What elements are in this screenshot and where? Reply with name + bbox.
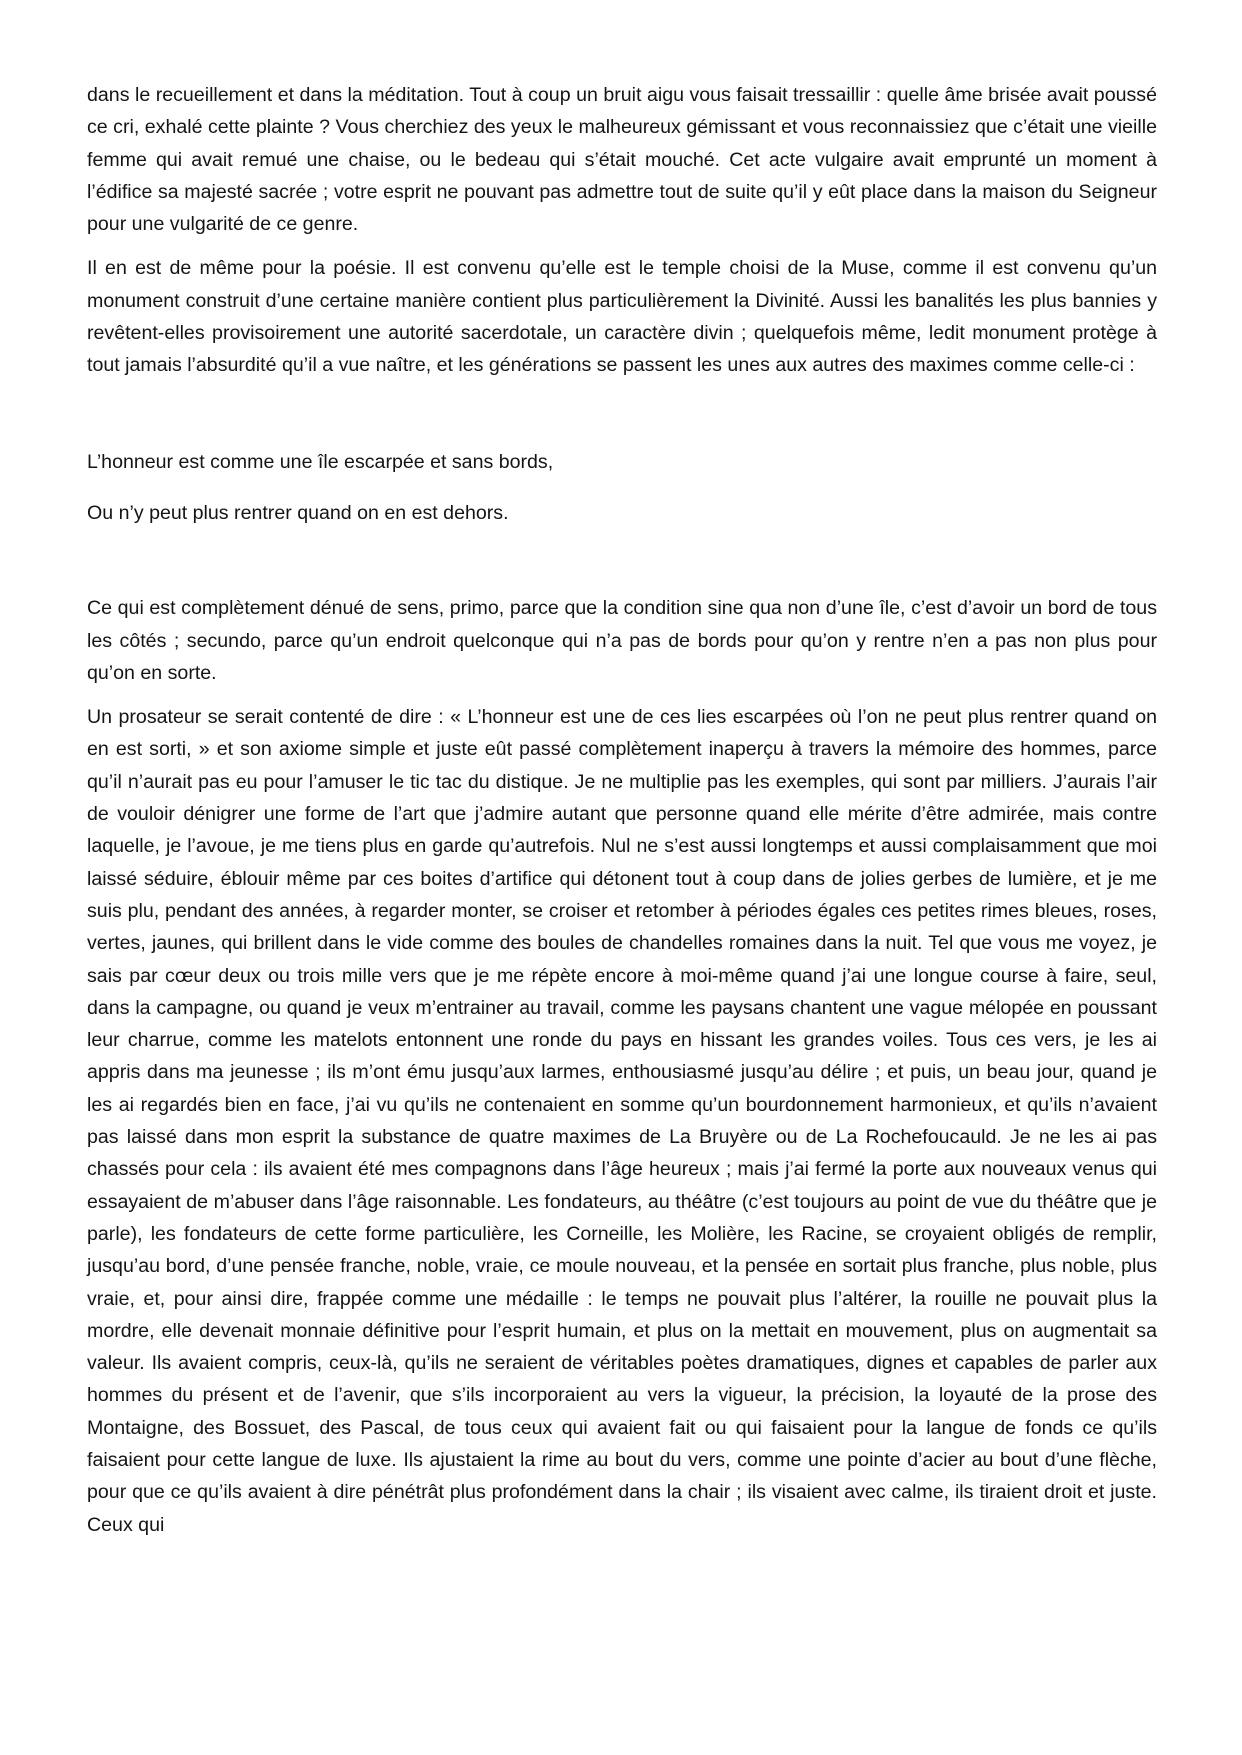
- verse-line-2: Ou n’y peut plus rentrer quand on en est dehors.: [87, 501, 509, 524]
- verse-line-1: L’honneur est comme une île escarpée et sans bords,: [87, 450, 554, 473]
- spacer: [87, 394, 1157, 446]
- paragraph-church-anecdote: dans le recueillement et dans la méditation. Tout à coup un bruit aigu vous faisait tressaillir : quelle âme brisée avait poussé ce cri, exhalé cette plainte ? Vous cherchiez des yeux le malheureux gémissant et vous reconnaissiez que c’était une vieille femme qui avait remué une chaise, ou le bedeau qui s’était mouché. Cet acte vulgaire avait emprunté un moment à l’édifice sa majesté sacrée ; votre esprit ne pouvant pas admettre tout de suite qu’il y eût place dans la maison du Seigneur pour une vulgarité de ce genre.: [87, 84, 1157, 236]
- spacer: [87, 478, 1157, 497]
- document-page: [87, 79, 1157, 1553]
- paragraph-poetry-temple: Il en est de même pour la poésie. Il est convenu qu’elle est le temple choisi de la Muse, comme il est convenu qu’un monument construit d’une certaine manière contient plus particulièrement la Divinité. Aussi les banalités les plus bannies y revêtent-elles provisoirement une autorité sacerdotale, un caractère divin ; quelquefois même, ledit monument protège à tout jamais l’absurdité qu’il a vue naître, et les générations se passent les unes aux autres des maximes comme celle-ci :: [87, 257, 1157, 377]
- verse-quote: [87, 446, 1157, 530]
- spacer: [87, 529, 1157, 592]
- paragraph-prose-writer: Un prosateur se serait contenté de dire : « L’honneur est une de ces lies escarpées où l’on ne peut plus rentrer quand on en est sorti, » et son axiome simple et juste eût passé complètement inaperçu à travers la mémoire des hommes, parce qu’il n’aurait pas eu pour l’amuser le tic tac du distique. Je ne multiplie pas les exemples, qui sont par milliers. J’aurais l’air de vouloir dénigrer une forme de l’art que j’admire autant que personne quand elle mérite d’être admirée, mais contre laquelle, je l’avoue, je me tiens plus en garde qu’autrefois. Nul ne s’est aussi longtemps et aussi complaisamment que moi laissé séduire, éblouir même par ces boites d’artifice qui détonent tout à coup dans de jolies gerbes de lumière, et je me suis plu, pendant des années, à regarder monter, se croiser et retomber à périodes égales ces petites rimes bleues, roses, vertes, jaunes, qui brillent dans le vide comme des boules de chandelles romaines dans la nuit. Tel que vous me voyez, je sais par cœur deux ou trois mille vers que je me répète encore à moi-même quand j’ai une longue course à faire, seul, dans la campagne, ou quand je veux m’entrainer au travail, comme les paysans chantent une vague mélopée en poussant leur charrue, comme les matelots entonnent une ronde du pays en hissant les grandes voiles. Tous ces vers, je les ai appris dans ma jeunesse ; ils m’ont ému jusqu’aux larmes, enthousiasmé jusqu’au délire ; et puis, un beau jour, quand je les ai regardés bien en face, j’ai vu qu’ils ne contenaient en somme qu’un bourdonnement harmonieux, et qu’ils n’avaient pas laissé dans mon esprit la substance de quatre maximes de La Bruyère ou de La Rochefoucauld. Je ne les ai pas chassés pour cela : ils avaient été mes compagnons dans l’âge heureux ; mais j’ai fermé la porte aux nouveaux venus qui essayaient de m’abuser dans l’âge raisonnable. Les fondateurs, au théâtre (c’est toujours au point de vue du théâtre que je parle), les fondateurs de cette forme particulière, les Corneille, les Molière, les Racine, se croyaient obligés de remplir, jusqu’au bord, d’une pensée franche, noble, vraie, ce moule nouveau, et la pensée en sortait plus franche, plus noble, plus vraie, et, pour ainsi dire, frappée comme une médaille : le temps ne pouvait plus l’altérer, la rouille ne pouvait plus la mordre, elle devenait monnaie définitive pour l’esprit humain, et plus on la mettait en mouvement, plus on augmentait sa valeur. Ils avaient compris, ceux-là, qu’ils ne seraient de véritables poètes dramatiques, dignes et capables de parler aux hommes du présent et de l’avenir, que s’ils incorporaient au vers la vigueur, la précision, la loyauté de la prose des Montaigne, des Bossuet, des Pascal, de tous ceux qui avaient fait ou qui faisaient pour la langue de fonds ce qu’ils faisaient pour cette langue de luxe. Ils ajustaient la rime au bout du vers, comme une pointe d’acier au bout d’une flèche, pour que ce qu’ils avaient à dire pénétrât plus profondément dans la chair ; ils visaient avec calme, ils tiraient droit et juste. Ceux qui: [87, 706, 1157, 1536]
- paragraph-nonsense-critique: Ce qui est complètement dénué de sens, primo, parce que la condition sine qua non d’une île, c’est d’avoir un bord de tous les côtés ; secundo, parce qu’un endroit quelconque qui n’a pas de bords pour qu’on y rentre n’en a pas non plus pour qu’on en sorte.: [87, 597, 1157, 684]
